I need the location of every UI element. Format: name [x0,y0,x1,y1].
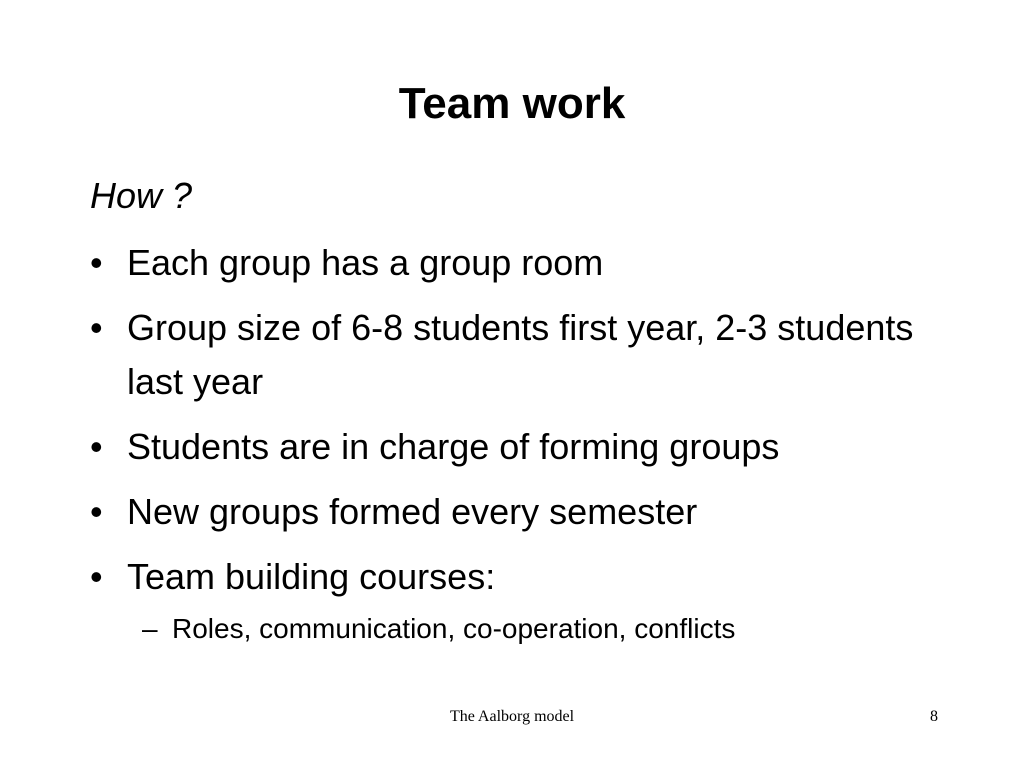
bullet-marker: • [90,426,103,467]
bullet-text: Group size of 6-8 students first year, 2-3 students last year [127,307,914,402]
bullet-text: New groups formed every semester [127,491,698,532]
bullet-item-group-room [90,236,970,290]
footer-title: The Aalborg model [449,708,575,725]
page-number: 8 [930,708,938,725]
sub-bullet-item-roles [90,609,970,649]
bullet-marker: • [90,491,103,532]
sub-bullet-text: Roles, communication, co-operation, conflicts [172,613,736,644]
bullet-item-team-building [90,550,970,604]
bullet-item-new-groups [90,485,970,539]
sub-bullet-marker: – [142,613,158,644]
bullet-item-group-size [90,301,970,409]
bullet-text: Each group has a group room [127,242,604,283]
bullet-marker: • [90,307,103,348]
bullet-list [90,236,970,649]
slide-title: Team work [398,79,626,128]
bullet-marker: • [90,242,103,283]
bullet-text: Students are in charge of forming groups [127,426,780,467]
bullet-item-forming-groups [90,420,970,474]
bullet-text: Team building courses: [127,556,496,597]
slide-subheading: How ? [90,175,193,216]
bullet-marker: • [90,556,103,597]
